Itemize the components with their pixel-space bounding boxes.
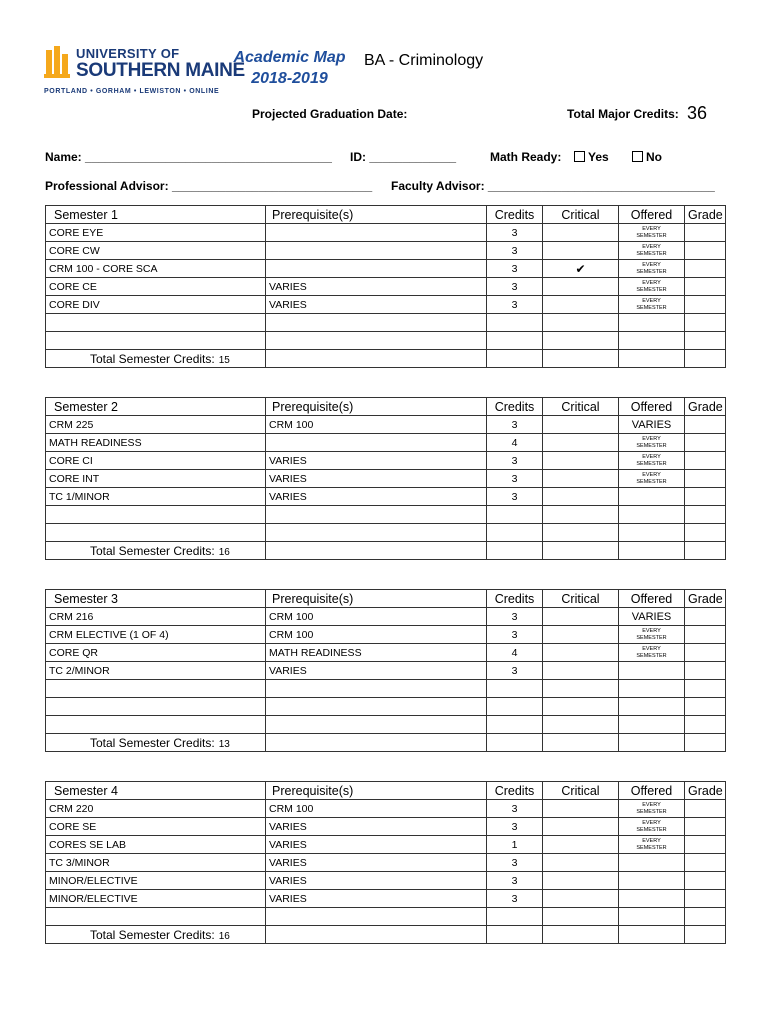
table-row xyxy=(46,644,726,662)
empty-cell xyxy=(543,350,619,368)
course-cell[interactable] xyxy=(46,716,266,734)
offered-cell[interactable] xyxy=(619,524,685,542)
total-row xyxy=(46,926,726,944)
table-row xyxy=(46,662,726,680)
grade-cell[interactable] xyxy=(685,644,726,662)
course-cell[interactable]: TC 3/MINOR xyxy=(46,854,266,872)
id-label: ID: xyxy=(350,150,366,164)
offered-cell[interactable]: VARIES xyxy=(619,416,685,434)
prereq-cell[interactable] xyxy=(266,698,487,716)
offered-cell[interactable]: EVERY SEMESTER xyxy=(619,296,685,314)
critical-cell[interactable] xyxy=(543,470,619,488)
math-ready-label: Math Ready: xyxy=(490,150,562,164)
prereq-cell[interactable] xyxy=(266,506,487,524)
table-row xyxy=(46,680,726,698)
prereq-cell[interactable] xyxy=(266,242,487,260)
critical-cell[interactable] xyxy=(543,644,619,662)
grade-cell[interactable] xyxy=(685,716,726,734)
prereq-cell[interactable]: VARIES xyxy=(266,278,487,296)
course-cell[interactable]: CRM 220 xyxy=(46,800,266,818)
credits-cell[interactable]: 3 xyxy=(487,488,543,506)
math-ready-yes[interactable] xyxy=(574,150,609,164)
prereq-cell[interactable] xyxy=(266,260,487,278)
prereq-cell[interactable]: VARIES xyxy=(266,818,487,836)
prereq-cell[interactable] xyxy=(266,332,487,350)
credits-cell[interactable]: 3 xyxy=(487,278,543,296)
no-checkbox[interactable] xyxy=(632,151,643,162)
course-cell[interactable] xyxy=(46,698,266,716)
prereq-cell[interactable]: MATH READINESS xyxy=(266,644,487,662)
semester-table xyxy=(45,781,726,944)
prereq-cell[interactable] xyxy=(266,524,487,542)
logo-mark-icon xyxy=(44,46,72,80)
course-cell[interactable]: CORE SE xyxy=(46,818,266,836)
offered-cell[interactable] xyxy=(619,314,685,332)
table-header-row xyxy=(46,398,726,416)
prereq-cell[interactable] xyxy=(266,224,487,242)
course-cell[interactable]: TC 2/MINOR xyxy=(46,662,266,680)
logo-campuses: PORTLAND • GORHAM • LEWISTON • ONLINE xyxy=(44,88,220,95)
table-row xyxy=(46,872,726,890)
grade-cell[interactable] xyxy=(685,416,726,434)
table-row xyxy=(46,224,726,242)
critical-cell[interactable] xyxy=(543,698,619,716)
grade-cell[interactable] xyxy=(685,260,726,278)
grade-cell[interactable] xyxy=(685,626,726,644)
credits-cell[interactable]: 4 xyxy=(487,644,543,662)
offered-cell[interactable] xyxy=(619,332,685,350)
prereq-cell[interactable]: VARIES xyxy=(266,296,487,314)
header-offered: Offered xyxy=(619,782,685,800)
credits-cell[interactable]: 3 xyxy=(487,854,543,872)
empty-cell xyxy=(266,926,487,944)
offered-cell[interactable]: EVERY SEMESTER xyxy=(619,434,685,452)
critical-cell[interactable] xyxy=(543,890,619,908)
critical-cell[interactable] xyxy=(543,716,619,734)
professional-advisor-line: ______________________________ xyxy=(171,179,373,193)
offered-cell[interactable]: EVERY SEMESTER xyxy=(619,818,685,836)
grade-cell[interactable] xyxy=(685,314,726,332)
total-semester-credits-label: Total Semester Credits: xyxy=(90,351,215,366)
prereq-cell[interactable]: VARIES xyxy=(266,890,487,908)
semester-table xyxy=(45,397,726,560)
critical-cell[interactable] xyxy=(543,608,619,626)
faculty-advisor-label: Faculty Advisor: xyxy=(391,179,485,193)
course-cell[interactable]: CORE CI xyxy=(46,452,266,470)
credits-cell[interactable]: 3 xyxy=(487,890,543,908)
course-cell[interactable]: MINOR/ELECTIVE xyxy=(46,890,266,908)
critical-cell[interactable] xyxy=(543,818,619,836)
critical-cell[interactable] xyxy=(543,680,619,698)
semester-table xyxy=(45,589,726,752)
prereq-cell[interactable] xyxy=(266,434,487,452)
table-row xyxy=(46,296,726,314)
credits-cell[interactable]: 3 xyxy=(487,260,543,278)
credits-cell[interactable]: 3 xyxy=(487,470,543,488)
course-cell[interactable]: CRM ELECTIVE (1 OF 4) xyxy=(46,626,266,644)
offered-cell[interactable]: EVERY SEMESTER xyxy=(619,836,685,854)
offered-cell[interactable]: EVERY SEMESTER xyxy=(619,644,685,662)
critical-cell[interactable] xyxy=(543,662,619,680)
grade-cell[interactable] xyxy=(685,890,726,908)
credits-cell[interactable] xyxy=(487,680,543,698)
total-semester-credits-label: Total Semester Credits: xyxy=(90,735,215,750)
course-cell[interactable]: CRM 100 - CORE SCA xyxy=(46,260,266,278)
table-row xyxy=(46,908,726,926)
critical-cell[interactable] xyxy=(543,242,619,260)
table-row xyxy=(46,626,726,644)
credits-cell[interactable] xyxy=(487,314,543,332)
grade-cell[interactable] xyxy=(685,608,726,626)
table-row xyxy=(46,890,726,908)
semester-table xyxy=(45,205,726,368)
grade-cell[interactable] xyxy=(685,452,726,470)
table-row xyxy=(46,452,726,470)
offered-cell[interactable] xyxy=(619,890,685,908)
empty-cell xyxy=(543,542,619,560)
faculty-advisor-line: __________________________________ xyxy=(487,179,715,193)
empty-cell xyxy=(619,734,685,752)
prereq-cell[interactable]: VARIES xyxy=(266,836,487,854)
critical-cell[interactable] xyxy=(543,854,619,872)
empty-cell xyxy=(685,926,726,944)
empty-cell xyxy=(619,542,685,560)
id-line: _____________ xyxy=(369,150,457,164)
title-line-1: Academic Map xyxy=(233,49,346,66)
grade-cell[interactable] xyxy=(685,488,726,506)
offered-cell[interactable] xyxy=(619,506,685,524)
total-major-credits-value: 36 xyxy=(687,103,708,123)
course-cell[interactable]: TC 1/MINOR xyxy=(46,488,266,506)
critical-cell[interactable] xyxy=(543,800,619,818)
credits-cell[interactable]: 3 xyxy=(487,662,543,680)
offered-cell[interactable] xyxy=(619,854,685,872)
critical-cell[interactable] xyxy=(543,872,619,890)
prereq-cell[interactable]: CRM 100 xyxy=(266,416,487,434)
total-cell xyxy=(46,350,266,368)
critical-cell[interactable] xyxy=(543,434,619,452)
prereq-cell[interactable] xyxy=(266,314,487,332)
critical-cell[interactable] xyxy=(543,626,619,644)
grade-cell[interactable] xyxy=(685,698,726,716)
table-row xyxy=(46,608,726,626)
critical-cell[interactable] xyxy=(543,506,619,524)
credits-cell[interactable] xyxy=(487,332,543,350)
empty-cell xyxy=(266,350,487,368)
course-cell[interactable]: CORE CE xyxy=(46,278,266,296)
offered-cell[interactable]: EVERY SEMESTER xyxy=(619,452,685,470)
grade-cell[interactable] xyxy=(685,662,726,680)
offered-cell[interactable]: EVERY SEMESTER xyxy=(619,278,685,296)
graduation-date-label: Projected Graduation Date: xyxy=(252,107,408,121)
header-grade: Grade xyxy=(685,398,726,416)
semester-name: Semester 3 xyxy=(46,590,266,608)
course-cell[interactable] xyxy=(46,680,266,698)
credits-cell[interactable] xyxy=(487,506,543,524)
prereq-cell[interactable]: CRM 100 xyxy=(266,608,487,626)
prereq-cell[interactable] xyxy=(266,716,487,734)
total-major-credits-label: Total Major Credits: xyxy=(567,107,679,121)
grade-cell[interactable] xyxy=(685,332,726,350)
course-cell[interactable]: CORE DIV xyxy=(46,296,266,314)
empty-cell xyxy=(619,926,685,944)
credits-cell[interactable]: 3 xyxy=(487,608,543,626)
title-line-2: 2018-2019 xyxy=(251,70,328,87)
grade-cell[interactable] xyxy=(685,278,726,296)
course-cell[interactable]: CRM 216 xyxy=(46,608,266,626)
critical-cell[interactable] xyxy=(543,296,619,314)
table-row xyxy=(46,470,726,488)
grade-cell[interactable] xyxy=(685,506,726,524)
course-cell[interactable]: MINOR/ELECTIVE xyxy=(46,872,266,890)
table-header-row xyxy=(46,590,726,608)
offered-cell[interactable]: EVERY SEMESTER xyxy=(619,260,685,278)
critical-cell[interactable] xyxy=(543,524,619,542)
offered-cell[interactable]: EVERY SEMESTER xyxy=(619,626,685,644)
header-offered: Offered xyxy=(619,398,685,416)
prereq-cell[interactable]: VARIES xyxy=(266,662,487,680)
empty-cell xyxy=(619,350,685,368)
table-row xyxy=(46,260,726,278)
critical-cell[interactable] xyxy=(543,314,619,332)
course-cell[interactable] xyxy=(46,506,266,524)
empty-cell xyxy=(487,542,543,560)
empty-cell xyxy=(487,350,543,368)
table-row xyxy=(46,716,726,734)
grade-cell[interactable] xyxy=(685,524,726,542)
offered-cell[interactable] xyxy=(619,716,685,734)
credits-cell[interactable]: 4 xyxy=(487,434,543,452)
empty-cell xyxy=(685,350,726,368)
program-name: BA - Criminology xyxy=(364,52,484,69)
math-ready-no[interactable] xyxy=(632,150,662,164)
offered-cell[interactable]: EVERY SEMESTER xyxy=(619,470,685,488)
semester-name: Semester 4 xyxy=(46,782,266,800)
grade-cell[interactable] xyxy=(685,242,726,260)
prereq-cell[interactable]: CRM 100 xyxy=(266,800,487,818)
header-prereq: Prerequisite(s) xyxy=(266,590,487,608)
course-cell[interactable] xyxy=(46,332,266,350)
offered-cell[interactable] xyxy=(619,680,685,698)
empty-cell xyxy=(266,542,487,560)
empty-cell xyxy=(543,734,619,752)
header-critical: Critical xyxy=(543,590,619,608)
credits-cell[interactable]: 3 xyxy=(487,626,543,644)
header-prereq: Prerequisite(s) xyxy=(266,782,487,800)
header-critical: Critical xyxy=(543,206,619,224)
professional-advisor-field[interactable] xyxy=(45,179,372,193)
course-cell[interactable]: MATH READINESS xyxy=(46,434,266,452)
total-semester-credits-label: Total Semester Credits: xyxy=(90,927,215,942)
prereq-cell[interactable]: VARIES xyxy=(266,470,487,488)
prereq-cell[interactable]: VARIES xyxy=(266,872,487,890)
header-grade: Grade xyxy=(685,782,726,800)
empty-cell xyxy=(266,734,487,752)
prereq-cell[interactable]: VARIES xyxy=(266,452,487,470)
header-prereq: Prerequisite(s) xyxy=(266,206,487,224)
header-prereq: Prerequisite(s) xyxy=(266,398,487,416)
grade-cell[interactable] xyxy=(685,908,726,926)
offered-cell[interactable] xyxy=(619,662,685,680)
grade-cell[interactable] xyxy=(685,872,726,890)
grade-cell[interactable] xyxy=(685,818,726,836)
header-critical: Critical xyxy=(543,398,619,416)
professional-advisor-label: Professional Advisor: xyxy=(45,179,169,193)
grade-cell[interactable] xyxy=(685,836,726,854)
table-row xyxy=(46,278,726,296)
logo-line-2: SOUTHERN MAINE xyxy=(76,60,245,81)
table-row xyxy=(46,854,726,872)
total-row xyxy=(46,734,726,752)
semester-name: Semester 1 xyxy=(46,206,266,224)
credits-cell[interactable]: 3 xyxy=(487,872,543,890)
course-cell[interactable]: CORE QR xyxy=(46,644,266,662)
offered-cell[interactable]: EVERY SEMESTER xyxy=(619,242,685,260)
empty-cell xyxy=(685,542,726,560)
prereq-cell[interactable]: CRM 100 xyxy=(266,626,487,644)
critical-cell[interactable] xyxy=(543,908,619,926)
total-row xyxy=(46,350,726,368)
table-row xyxy=(46,524,726,542)
grade-cell[interactable] xyxy=(685,470,726,488)
total-cell xyxy=(46,926,266,944)
grade-cell[interactable] xyxy=(685,434,726,452)
table-row xyxy=(46,416,726,434)
course-cell[interactable]: CORES SE LAB xyxy=(46,836,266,854)
credits-cell[interactable]: 3 xyxy=(487,296,543,314)
header-offered: Offered xyxy=(619,590,685,608)
id-field[interactable] xyxy=(350,150,456,164)
table-row xyxy=(46,506,726,524)
course-cell[interactable] xyxy=(46,314,266,332)
credits-cell[interactable]: 3 xyxy=(487,818,543,836)
total-semester-credits-value: 15 xyxy=(218,354,230,366)
critical-cell[interactable] xyxy=(543,452,619,470)
table-row xyxy=(46,488,726,506)
critical-cell[interactable] xyxy=(543,332,619,350)
offered-cell[interactable] xyxy=(619,698,685,716)
prereq-cell[interactable]: VARIES xyxy=(266,854,487,872)
credits-cell[interactable]: 3 xyxy=(487,452,543,470)
offered-cell[interactable]: EVERY SEMESTER xyxy=(619,224,685,242)
offered-cell[interactable] xyxy=(619,872,685,890)
header-credits: Credits xyxy=(487,206,543,224)
credits-cell[interactable]: 3 xyxy=(487,800,543,818)
course-cell[interactable]: CORE INT xyxy=(46,470,266,488)
table-row xyxy=(46,242,726,260)
usm-logo xyxy=(44,46,72,80)
course-cell[interactable] xyxy=(46,524,266,542)
prereq-cell[interactable] xyxy=(266,680,487,698)
credits-cell[interactable] xyxy=(487,698,543,716)
logo-line-1: UNIVERSITY OF xyxy=(76,46,180,61)
critical-cell[interactable] xyxy=(543,416,619,434)
credits-cell[interactable] xyxy=(487,524,543,542)
semester-name: Semester 2 xyxy=(46,398,266,416)
credits-cell[interactable] xyxy=(487,716,543,734)
offered-cell[interactable] xyxy=(619,488,685,506)
table-row xyxy=(46,332,726,350)
course-cell[interactable] xyxy=(46,908,266,926)
table-row xyxy=(46,800,726,818)
empty-cell xyxy=(685,734,726,752)
prereq-cell[interactable] xyxy=(266,908,487,926)
table-row xyxy=(46,698,726,716)
credits-cell[interactable]: 3 xyxy=(487,224,543,242)
critical-cell[interactable] xyxy=(543,224,619,242)
table-row xyxy=(46,434,726,452)
total-semester-credits-label: Total Semester Credits: xyxy=(90,543,215,558)
empty-cell xyxy=(543,926,619,944)
yes-checkbox[interactable] xyxy=(574,151,585,162)
grade-cell[interactable] xyxy=(685,296,726,314)
yes-label: Yes xyxy=(588,150,609,164)
critical-cell[interactable] xyxy=(543,488,619,506)
course-cell[interactable]: CORE EYE xyxy=(46,224,266,242)
prereq-cell[interactable]: VARIES xyxy=(266,488,487,506)
total-cell xyxy=(46,734,266,752)
course-cell[interactable]: CORE CW xyxy=(46,242,266,260)
offered-cell[interactable]: VARIES xyxy=(619,608,685,626)
name-label: Name: xyxy=(45,150,82,164)
table-row xyxy=(46,836,726,854)
total-cell xyxy=(46,542,266,560)
grade-cell[interactable] xyxy=(685,680,726,698)
table-header-row xyxy=(46,206,726,224)
grade-cell[interactable] xyxy=(685,800,726,818)
no-label: No xyxy=(646,150,662,164)
name-field[interactable] xyxy=(45,150,332,164)
header-credits: Credits xyxy=(487,398,543,416)
header-grade: Grade xyxy=(685,590,726,608)
credits-cell[interactable] xyxy=(487,908,543,926)
header-critical: Critical xyxy=(543,782,619,800)
credits-cell[interactable]: 3 xyxy=(487,416,543,434)
empty-cell xyxy=(487,926,543,944)
critical-cell[interactable] xyxy=(543,836,619,854)
empty-cell xyxy=(487,734,543,752)
grade-cell[interactable] xyxy=(685,224,726,242)
course-cell[interactable]: CRM 225 xyxy=(46,416,266,434)
name-line: _____________________________________ xyxy=(85,150,332,164)
header-offered: Offered xyxy=(619,206,685,224)
faculty-advisor-field[interactable] xyxy=(391,179,715,193)
header-credits: Credits xyxy=(487,590,543,608)
critical-cell[interactable] xyxy=(543,278,619,296)
offered-cell[interactable]: EVERY SEMESTER xyxy=(619,800,685,818)
table-row xyxy=(46,818,726,836)
total-semester-credits-value: 16 xyxy=(218,930,230,942)
header-grade: Grade xyxy=(685,206,726,224)
total-semester-credits-value: 16 xyxy=(218,546,230,558)
table-header-row xyxy=(46,782,726,800)
credits-cell[interactable]: 1 xyxy=(487,836,543,854)
total-semester-credits-value: 13 xyxy=(218,738,230,750)
table-row xyxy=(46,314,726,332)
credits-cell[interactable]: 3 xyxy=(487,242,543,260)
offered-cell[interactable] xyxy=(619,908,685,926)
total-row xyxy=(46,542,726,560)
header-credits: Credits xyxy=(487,782,543,800)
critical-cell[interactable]: ✔ xyxy=(543,260,619,278)
grade-cell[interactable] xyxy=(685,854,726,872)
page-title xyxy=(232,47,347,89)
